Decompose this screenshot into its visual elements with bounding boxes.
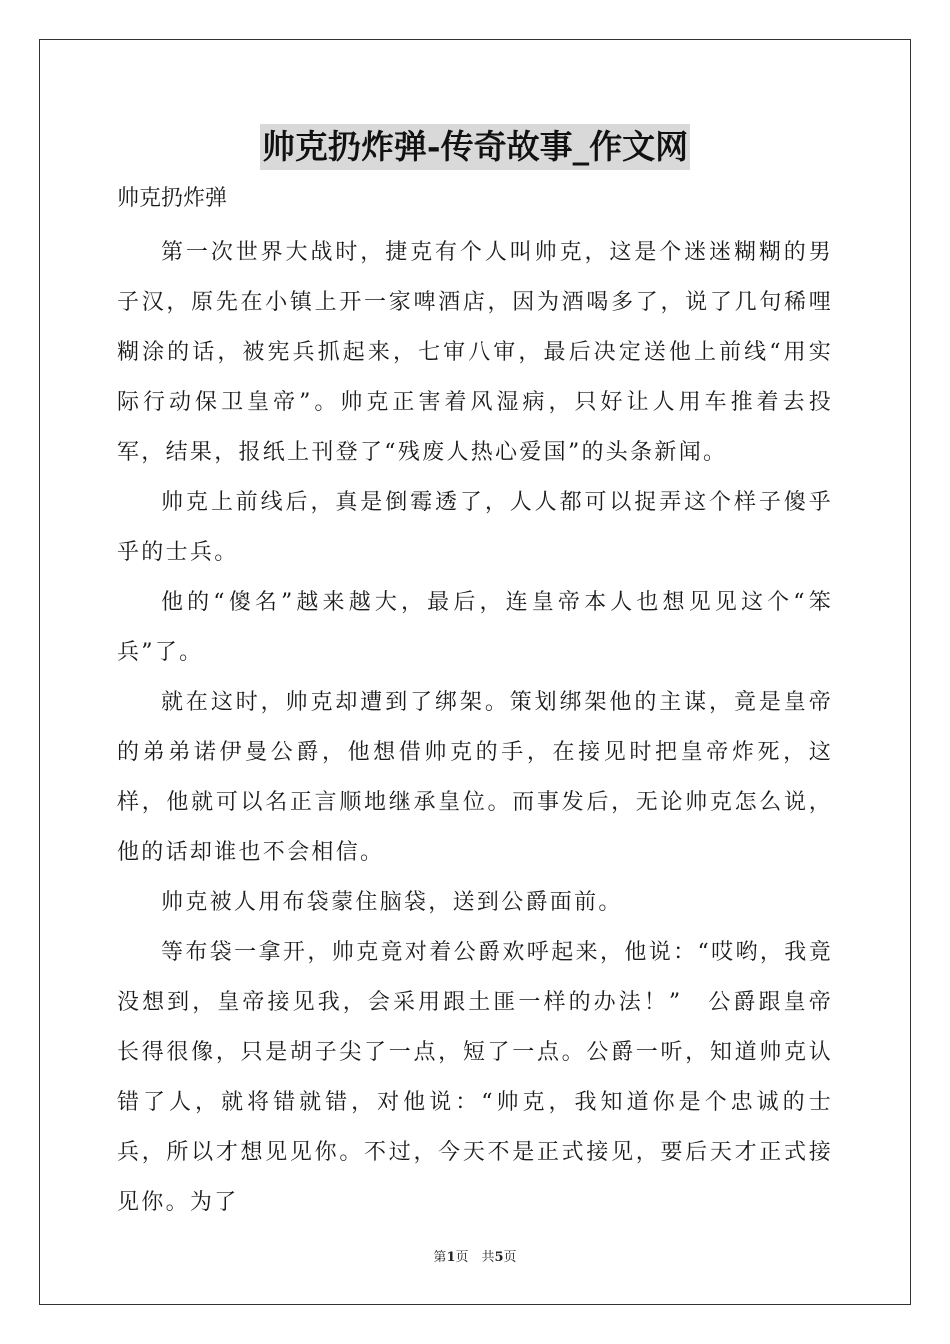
total-suffix: 页 <box>503 1250 517 1265</box>
document-title: 帅克扔炸弹-传奇故事_作文网 <box>260 124 690 170</box>
document-subtitle: 帅克扔炸弹 <box>117 186 228 211</box>
page-suffix: 页 共 <box>455 1250 495 1265</box>
paragraph: 就在这时，帅克却遭到了绑架。策划绑架他的主谋，竟是皇帝的弟弟诺伊曼公爵，他想借帅克的手，在接见时把皇帝炸死，这样，他就可以名正言顺地继承皇位。而事发后，无论帅克怎么说，他的话却谁也不会相信。 <box>117 690 833 865</box>
paragraph: 他的“傻名”越来越大，最后，连皇帝本人也想见见这个“笨兵”了。 <box>117 590 833 665</box>
paragraph: 等布袋一拿开，帅克竟对着公爵欢呼起来，他说：“哎哟，我竟没想到，皇帝接见我，会采用跟土匪一样的办法！” 公爵跟皇帝长得很像，只是胡子尖了一点，短了一点。公爵一听，知道帅克认错了人，就将错就错，对他说：“帅克，我知道你是个忠诚的士兵，所以才想见见你。不过，今天不是正式接见，要后天才正式接见你。为了 <box>117 940 833 1215</box>
paragraph: 帅克被人用布袋蒙住脑袋，送到公爵面前。 <box>161 890 623 915</box>
page-number: 1 <box>446 1250 456 1265</box>
total-pages: 5 <box>494 1250 504 1265</box>
title-wrap <box>0 124 950 170</box>
page-footer <box>0 1249 950 1267</box>
paragraph: 帅克上前线后，真是倒霉透了，人人都可以捉弄这个样子傻乎乎的士兵。 <box>117 490 833 565</box>
page-prefix: 第 <box>433 1250 447 1265</box>
document-body <box>117 228 833 1228</box>
paragraph: 第一次世界大战时，捷克有个人叫帅克，这是个迷迷糊糊的男子汉，原先在小镇上开一家啤酒店，因为酒喝多了，说了几句稀哩糊涂的话，被宪兵抓起来，七审八审，最后决定送他上前线“用实际行动保卫皇帝”。帅克正害着风湿病，只好让人用车推着去投军，结果，报纸上刊登了“残废人热心爱国”的头条新闻。 <box>117 240 833 465</box>
